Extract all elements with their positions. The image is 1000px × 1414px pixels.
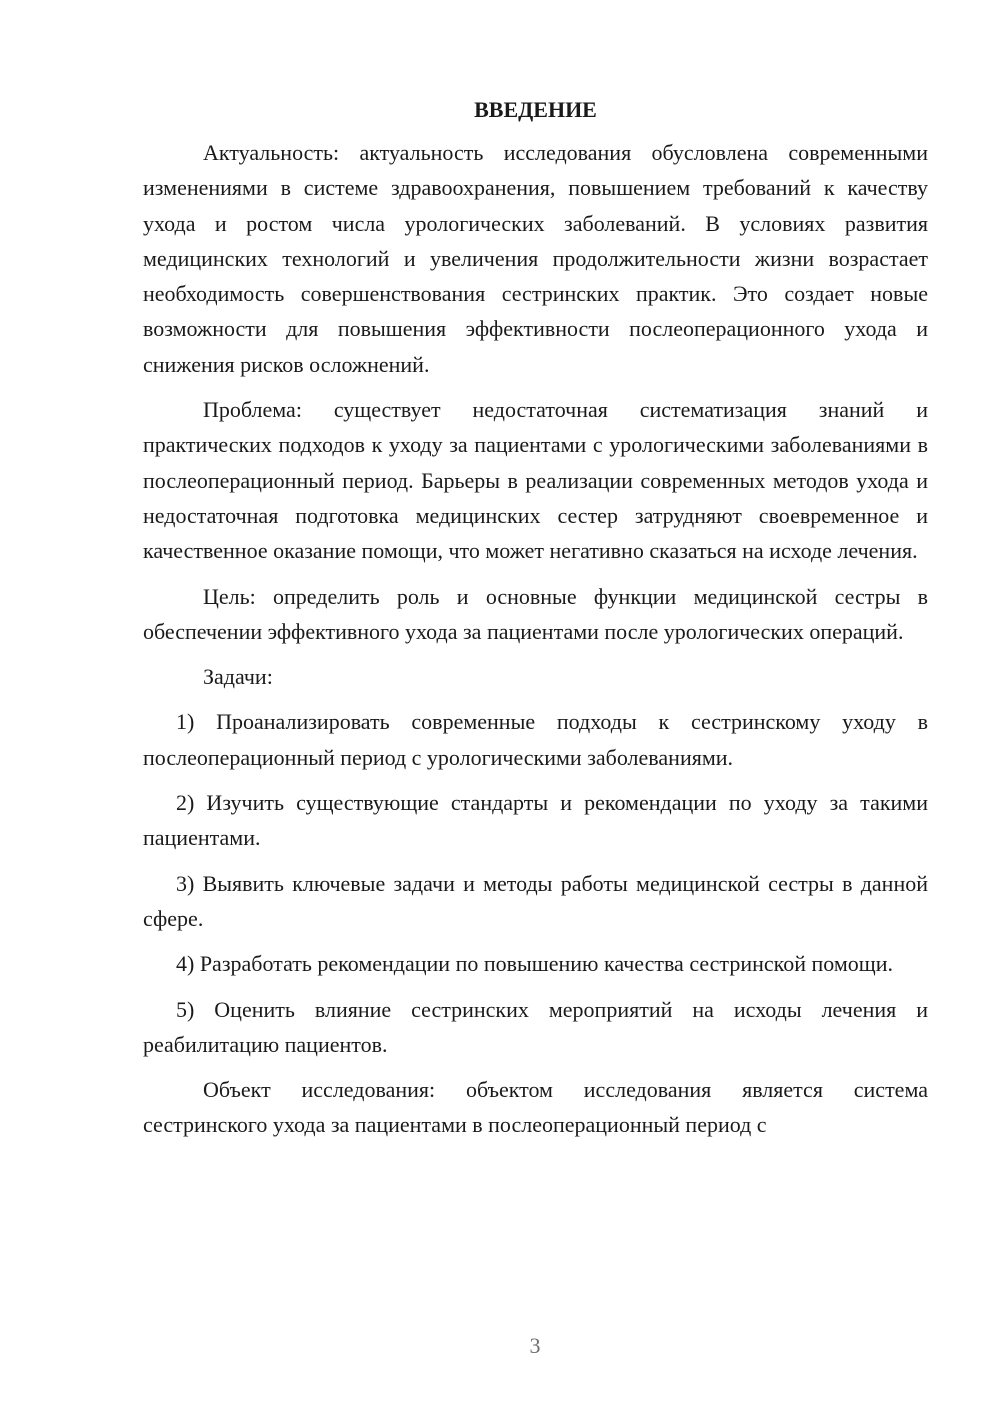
task-item-4: 4) Разработать рекомендации по повышению качества сестринской помощи. <box>176 951 893 977</box>
page-title: ВВЕДЕНИЕ <box>474 97 597 122</box>
task-item-5: 5) Оценить влияние сестринских мероприятий на исходы лечения и реабилитацию пациентов. <box>143 996 928 1057</box>
task-item-1: 1) Проанализировать современные подходы к сестринскому уходу в послеоперационный период с урологическими заболеваниями. <box>143 709 928 770</box>
problem-paragraph: Проблема: существует недостаточная систематизация знаний и практических подходов к уходу за пациентами с урологическими заболеваниями в послеоперационный период. Барьеры в реализации современных методов ухода и недостаточная подготовка медицинских сестер затрудняют своевременное и качественное оказание помощи, что может негативно сказаться на исходе лечения. <box>143 397 928 564</box>
task-item-2: 2) Изучить существующие стандарты и рекомендации по уходу за такими пациентами. <box>143 790 928 851</box>
goal-paragraph: Цель: определить роль и основные функции медицинской сестры в обеспечении эффективного ухода за пациентами после урологических операций. <box>143 583 928 644</box>
tasks-label: Задачи: <box>203 664 273 690</box>
object-paragraph: Объект исследования: объектом исследования является система сестринского ухода за пациентами в послеоперационный период с <box>143 1077 928 1138</box>
document-page <box>143 92 928 1143</box>
relevance-paragraph: Актуальность: актуальность исследования обусловлена современными изменениями в системе здравоохранения, повышением требований к качеству ухода и ростом числа урологических заболеваний. В условиях развития медицинских технологий и увеличения продолжительности жизни возрастает необходимость совершенствования сестринских практик. Это создает новые возможности для повышения эффективности послеоперационного ухода и снижения рисков осложнений. <box>143 140 928 377</box>
page-number: 3 <box>529 1333 541 1358</box>
task-item-3: 3) Выявить ключевые задачи и методы работы медицинской сестры в данной сфере. <box>143 870 928 931</box>
